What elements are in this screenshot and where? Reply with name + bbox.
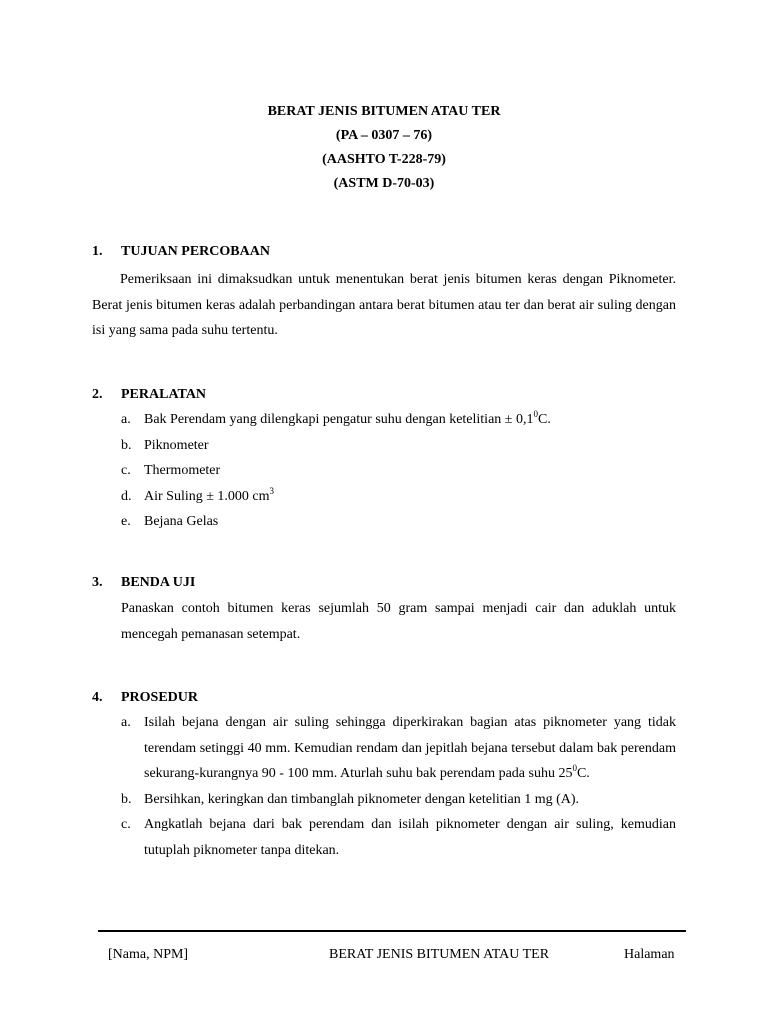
list-item	[121, 812, 676, 863]
section-title: PERALATAN	[121, 387, 207, 402]
list-marker: e.	[121, 514, 131, 529]
list-item	[121, 484, 676, 510]
list-item	[121, 509, 676, 535]
list-marker: c.	[121, 817, 131, 832]
list-item	[121, 407, 676, 433]
list-text: Air Suling ± 1.000 cm	[144, 488, 270, 504]
section-title: PROSEDUR	[121, 690, 199, 705]
list-marker: c.	[121, 463, 131, 478]
list-text: Thermometer	[144, 463, 221, 478]
footer-page-label: Halaman	[624, 947, 675, 962]
list-text-after: C.	[537, 412, 551, 427]
document-title-block	[0, 100, 768, 196]
list-marker: d.	[121, 488, 132, 504]
superscript: 0	[533, 409, 538, 419]
section-heading	[92, 571, 676, 595]
list-item	[121, 433, 676, 459]
section-heading	[92, 686, 676, 710]
list-marker: a.	[121, 412, 131, 427]
section-prosedur	[92, 686, 676, 863]
list-text: Angkatlah bejana dari bak perendam dan isilah piknometer dengan air suling, kemudian tutuplah piknometer tanpa ditekan.	[144, 817, 676, 858]
section-heading	[92, 240, 676, 264]
page-footer	[0, 945, 768, 965]
list-text-after: C.	[576, 766, 590, 781]
list-text: Bejana Gelas	[144, 514, 219, 529]
section-paragraph: Panaskan contoh bitumen keras sejumlah 50 gram sampai menjadi cair dan aduklah untuk mencegah pemanasan setempat.	[121, 601, 676, 642]
section-peralatan	[92, 383, 676, 535]
footer-author: [Nama, NPM]	[108, 947, 189, 962]
list-marker: a.	[121, 715, 131, 730]
equipment-list	[121, 407, 676, 535]
standard-code-astm: (ASTM D-70-03)	[333, 176, 435, 191]
standard-code-pa: (PA – 0307 – 76)	[335, 128, 433, 143]
section-number: 4.	[92, 690, 103, 705]
list-item	[121, 787, 676, 813]
list-text: Piknometer	[144, 437, 209, 453]
section-heading	[92, 383, 676, 407]
footer-divider	[98, 930, 686, 932]
section-title: TUJUAN PERCOBAAN	[121, 244, 270, 259]
section-tujuan	[92, 240, 676, 344]
section-number: 1.	[92, 244, 103, 259]
list-text: Bak Perendam yang dilengkapi pengatur suhu dengan ketelitian ± 0,1	[144, 412, 534, 427]
section-number: 3.	[92, 575, 103, 590]
standard-code-aashto: (AASHTO T-228-79)	[322, 152, 446, 167]
procedure-list	[121, 710, 676, 863]
footer-title: BERAT JENIS BITUMEN ATAU TER	[329, 947, 550, 962]
list-text: Bersihkan, keringkan dan timbanglah piknometer dengan ketelitian 1 mg (A).	[144, 791, 580, 807]
list-item	[121, 710, 676, 787]
section-benda-uji	[92, 571, 676, 647]
superscript: 3	[269, 485, 275, 496]
list-item	[121, 458, 676, 484]
superscript: 0	[572, 763, 577, 773]
list-text: Isilah bejana dengan air suling sehingga diperkirakan bagian atas piknometer yang tidak terendam setinggi 40 mm. Kemudian rendam dan jepitlah bejana tersebut dalam bak perendam sekurang-kurangnya 90 - 100 mm. Aturlah suhu bak perendam pada suhu 25	[144, 715, 676, 781]
document-title: BERAT JENIS BITUMEN ATAU TER	[267, 104, 501, 119]
section-title: BENDA UJI	[121, 575, 196, 590]
list-marker: b.	[121, 791, 132, 807]
list-marker: b.	[121, 437, 132, 453]
section-paragraph: Pemeriksaan ini dimaksudkan untuk menentukan berat jenis bitumen keras dengan Piknometer. Berat jenis bitumen keras adalah perbandingan antara berat bitumen atau ter dan berat air suling dengan isi yang sama pada suhu tertentu.	[92, 272, 676, 338]
section-number: 2.	[92, 387, 103, 402]
